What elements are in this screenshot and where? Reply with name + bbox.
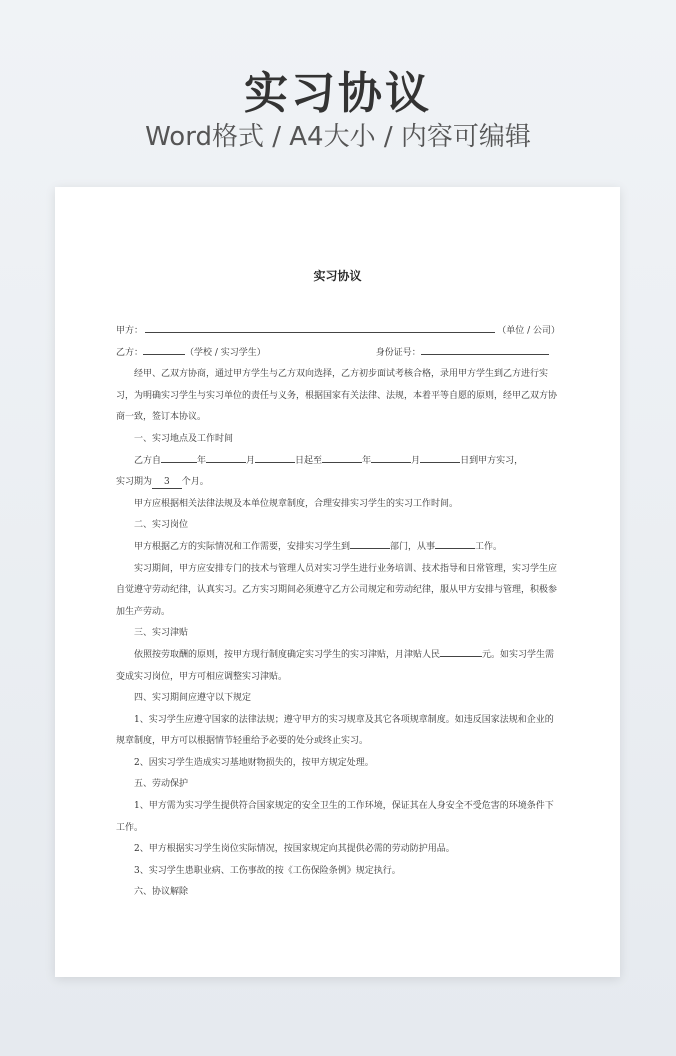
section-5-p3: 3、实习学生患职业病、工伤事故的按《工伤保险条例》规定执行。 bbox=[134, 865, 401, 876]
start-day-field[interactable] bbox=[255, 451, 295, 463]
party-b-row bbox=[116, 343, 560, 365]
party-b-field[interactable] bbox=[143, 343, 185, 355]
allowance-prefix: 依照按劳取酬的原则，按甲方现行制度确定实习学生的实习津贴，月津贴人民 bbox=[134, 649, 441, 660]
start-year-field[interactable] bbox=[161, 451, 197, 463]
section-6-heading: 六、协议解除 bbox=[134, 887, 189, 898]
day-to-label: 日到甲方实习， bbox=[460, 455, 524, 466]
end-day-field[interactable] bbox=[420, 451, 460, 463]
section-1-dates bbox=[116, 451, 560, 473]
section-4-p1: 1、实习学生应遵守国家的法律法规；遵守甲方的实习规章及其它各项规章制度。如违反国家法规和企业的规章制度，甲方可以根据情节轻重给予必要的处分或终止实习。 bbox=[116, 714, 554, 747]
party-a-suffix: （单位 / 公司） bbox=[497, 326, 560, 336]
period-prefix: 实习期为 bbox=[116, 477, 153, 488]
dept-prefix: 甲方根据乙方的实际情况和工作需要，安排实习学生到 bbox=[134, 541, 351, 552]
party-a-row bbox=[116, 321, 560, 343]
party-b-suffix: （学校 / 实习学生） bbox=[185, 347, 266, 358]
party-b-label: 乙方： bbox=[116, 347, 144, 358]
section-3-heading: 三、实习津贴 bbox=[134, 628, 189, 639]
period-suffix: 个月。 bbox=[181, 477, 209, 488]
intro-paragraph: 经甲、乙双方协商，通过甲方学生与乙方双向选择，乙方初步面试考核合格，录用甲方学生到乙方进行实习，为明确实习学生与实习单位的责任与义务，根据国家有关法律、法规，本着平等自愿的原则，经甲乙双方协商一致，签订本协议。 bbox=[116, 369, 558, 423]
month-label: 月 bbox=[246, 455, 256, 466]
department-field[interactable] bbox=[350, 537, 390, 549]
section-3-p1 bbox=[116, 645, 560, 688]
section-2-p1 bbox=[116, 537, 560, 559]
dept-suffix: 工作。 bbox=[475, 541, 503, 552]
section-2-heading: 二、实习岗位 bbox=[134, 520, 189, 531]
section-5-p2: 2、甲方根据实习学生岗位实际情况，按国家规定向其提供必需的劳动防护用品。 bbox=[134, 844, 455, 855]
end-month-field[interactable] bbox=[371, 451, 411, 463]
section-1-heading: 一、实习地点及工作时间 bbox=[134, 433, 234, 444]
section-4-p2: 2、因实习学生造成实习基地财物损失的，按甲方规定处理。 bbox=[134, 757, 374, 768]
party-a-field[interactable] bbox=[145, 321, 495, 333]
period-value-field[interactable]: 3 bbox=[152, 477, 182, 489]
allowance-suffix: 元。如实习学生需变成实习岗位，甲方可相应调整实习津贴。 bbox=[116, 649, 555, 682]
allowance-field[interactable] bbox=[440, 645, 482, 657]
section-5-p1: 1、甲方需为实习学生提供符合国家规定的安全卫生的工作环境，保证其在人身安全不受危害的环境条件下工作。 bbox=[116, 801, 554, 833]
day-from-label: 日起至 bbox=[295, 455, 323, 466]
section-1-period bbox=[116, 472, 560, 494]
month2-label: 月 bbox=[411, 455, 421, 466]
party-a-label: 甲方： bbox=[116, 326, 144, 336]
section-4-heading: 四、实习期间应遵守以下规定 bbox=[134, 693, 252, 704]
document-title: 实习协议 bbox=[313, 269, 362, 283]
document-body bbox=[116, 321, 560, 904]
hero-subtitle: Word格式 / A4大小 / 内容可编辑 bbox=[145, 122, 531, 152]
id-label: 身份证号： bbox=[375, 347, 421, 358]
document-page bbox=[55, 187, 620, 977]
end-year-field[interactable] bbox=[322, 451, 362, 463]
section-1-p2: 甲方应根据相关法律法规及本单位规章制度，合理安排实习学生的实习工作时间。 bbox=[134, 498, 459, 509]
hero-title: 实习协议 bbox=[244, 68, 432, 119]
section-5-heading: 五、劳动保护 bbox=[134, 779, 189, 790]
year-label: 年 bbox=[197, 455, 207, 466]
section-2-p2: 实习期间，甲方应安排专门的技术与管理人员对实习学生进行业务培训、技术指导和日常管理，实习学生应自觉遵守劳动纪律，认真实习。乙方实习期间必须遵守乙方公司规定和劳动纪律，服从甲方安排与管理，积极参加生产劳动。 bbox=[116, 563, 558, 617]
job-field[interactable] bbox=[435, 537, 475, 549]
dept-mid: 部门，从事 bbox=[390, 541, 436, 552]
id-field[interactable] bbox=[421, 343, 549, 355]
start-month-field[interactable] bbox=[206, 451, 246, 463]
date-prefix: 乙方自 bbox=[134, 455, 162, 466]
year2-label: 年 bbox=[362, 455, 372, 466]
